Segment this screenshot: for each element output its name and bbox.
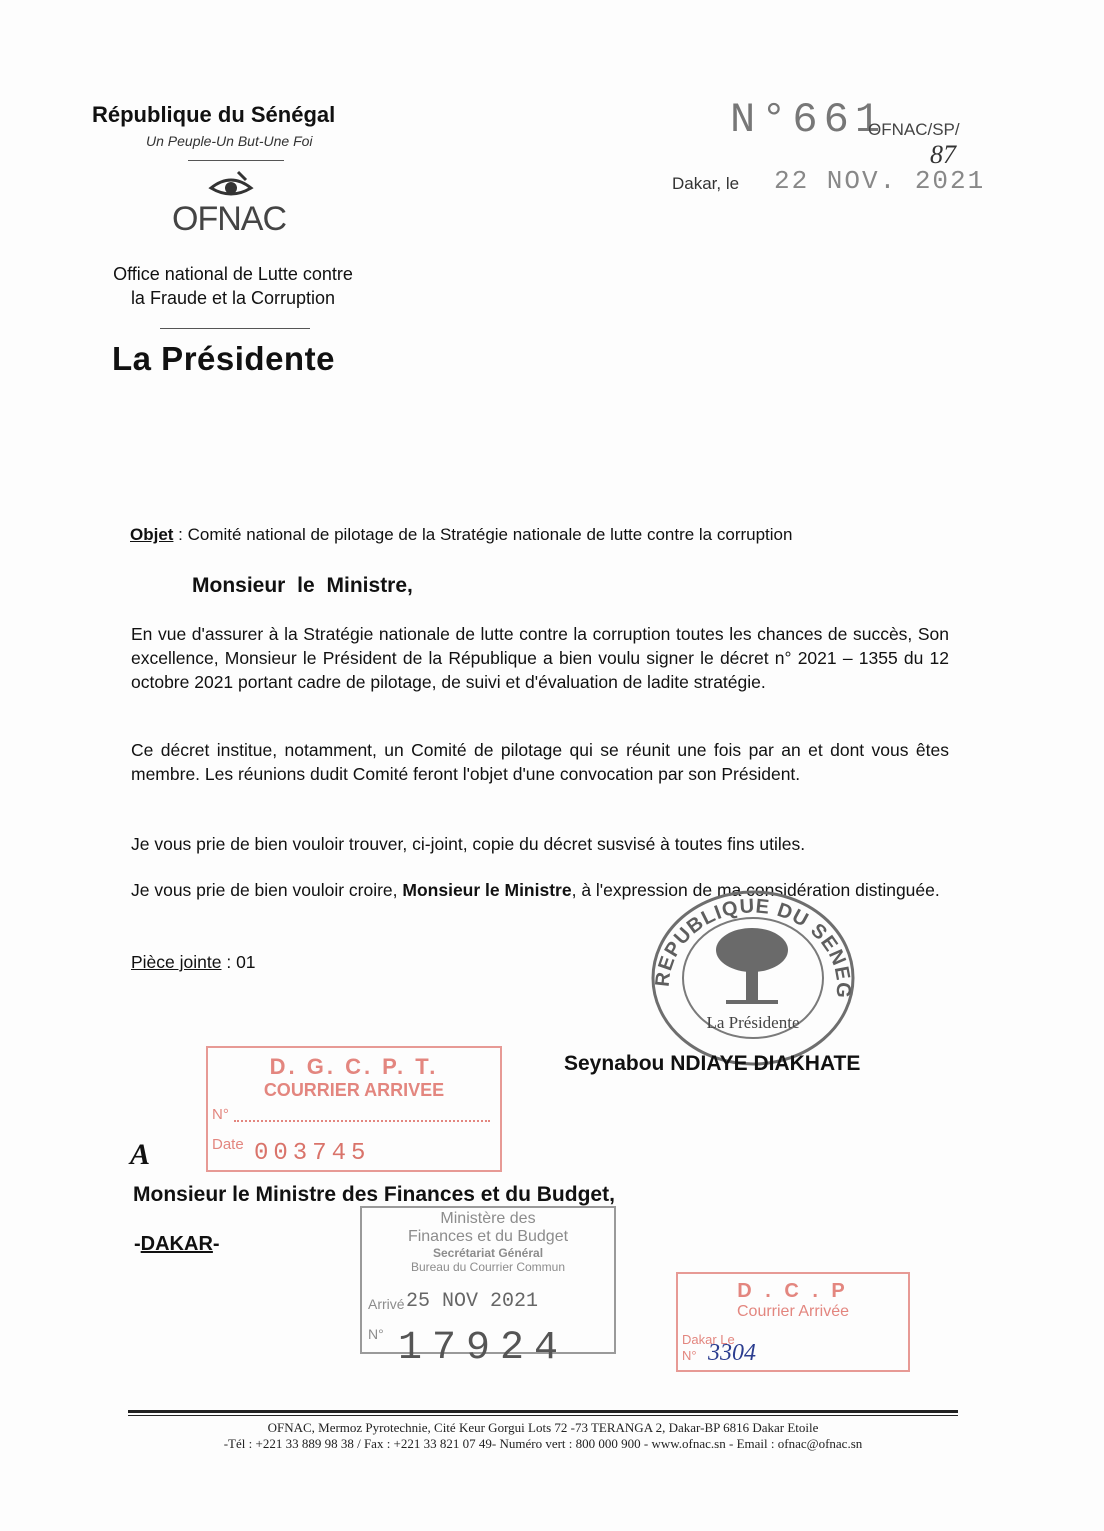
divider: [188, 160, 284, 161]
dcp-number: 3304: [708, 1340, 756, 1366]
office-line-1: Office national de Lutte contre: [113, 264, 353, 284]
email-link[interactable]: ofnac@ofnac.sn: [777, 1436, 863, 1451]
dcp-subtitle: Courrier Arrivée: [736, 1303, 850, 1320]
paragraph-1: En vue d'assurer à la Stratégie nationale de lutte contre la corruption toutes les chances de succès, Son excellence, Monsieur le Président de la République a bien voulu signer le décret n° 2021 – 1355 du 12 octobre 2021 portant cadre de pilotage, de suivi et d'évaluation de ladite stratégie.: [131, 624, 949, 692]
signer-name: Seynabou NDIAYE DIAKHATE: [564, 1052, 861, 1075]
divider: [160, 328, 310, 329]
dgcpt-date-label: Date: [212, 1136, 244, 1153]
mfb-arrive-label: Arrivé: [368, 1296, 405, 1312]
office-line-2: la Fraude et la Corruption: [130, 288, 336, 308]
dgcpt-title: D. G. C. P. T.: [269, 1054, 439, 1079]
closing-end: , à l'expression de ma considération distinguée.: [571, 880, 940, 900]
date-stamp: 22 NOV. 2021: [774, 166, 986, 196]
office-name: [88, 262, 378, 310]
dgcpt-stamp: [206, 1046, 502, 1172]
dcp-no-label: N°: [682, 1348, 697, 1363]
handwritten-ref: 87: [930, 140, 956, 169]
closing-start: Je vous prie de bien vouloir croire,: [131, 880, 403, 900]
reference-number: N°661: [730, 96, 887, 144]
dgcpt-no-label: N°: [212, 1106, 229, 1123]
dgcpt-subtitle: COURRIER ARRIVEE: [263, 1080, 445, 1100]
republic-name: République du Sénégal: [92, 102, 336, 127]
footer-email-label: - Email :: [725, 1436, 778, 1451]
city-name: DAKAR: [140, 1233, 213, 1255]
addressee-city: -DAKAR-: [134, 1233, 220, 1255]
subject-label: Objet: [130, 525, 174, 544]
ofnac-logo: OFNAC: [172, 200, 286, 238]
dcp-stamp: [676, 1272, 910, 1372]
paragraph-3: Je vous prie de bien vouloir trouver, ci-joint, copie du décret susvisé à toutes fins utiles.: [131, 834, 806, 854]
reference-suffix: OFNAC/SP/: [868, 120, 960, 139]
attachment-value: : 01: [221, 952, 256, 972]
footer-rule: [128, 1410, 958, 1413]
dotted-line: [234, 1120, 490, 1122]
footer-tel: -Tél : +221 33 889 98 38: [223, 1436, 354, 1451]
attachment-line: [131, 952, 256, 973]
dcp-dakar-label: Dakar Le: [682, 1332, 735, 1347]
addressee: Monsieur le Ministre des Finances et du Budget,: [133, 1183, 615, 1206]
official-seal: [648, 888, 858, 1073]
paragraph-2: Ce décret institue, notamment, un Comité de pilotage qui se réunit une fois par an et dont vous êtes membre. Les réunions dudit Comité feront l'objet d'une convocation par son Président.: [131, 740, 949, 784]
city-date-label: Dakar, le: [672, 174, 740, 193]
seal-ring-text: REPUBLIQUE DU SENEG: [651, 895, 855, 1000]
seal-center-text: La Présidente: [706, 1013, 800, 1032]
mfb-line2: Finances et du Budget: [407, 1228, 569, 1245]
dgcpt-number: 003745: [254, 1140, 371, 1167]
footer-numero-vert: - Numéro vert : 800 000 900 -: [491, 1436, 652, 1451]
mfb-line1: Ministère des: [440, 1210, 536, 1227]
footer-fax: / Fax : +221 33 821 07 49: [353, 1436, 492, 1451]
addressee-mark: A: [130, 1138, 151, 1171]
attachment-label: Pièce jointe: [131, 952, 222, 972]
dcp-title: D . C . P: [737, 1280, 849, 1302]
footer: [128, 1420, 958, 1452]
mfb-line4: Bureau du Courrier Commun: [410, 1260, 566, 1274]
mfb-no-label: N°: [368, 1326, 384, 1342]
salutation: Monsieur le Ministre,: [192, 574, 413, 597]
mfb-number: 17924: [398, 1326, 569, 1371]
footer-address: OFNAC, Mermoz Pyrotechnie, Cité Keur Gorgui Lots 72 -73 TERANGA 2, Dakar-BP 6816 Dakar Etoile: [267, 1420, 819, 1435]
website-link[interactable]: www.ofnac.sn: [651, 1436, 726, 1451]
footer-contacts: [128, 1436, 958, 1452]
closing-bold: Monsieur le Ministre: [402, 880, 572, 900]
mfb-line3: Secrétariat Général: [432, 1246, 544, 1260]
national-motto: Un Peuple-Un But-Une Foi: [146, 133, 313, 149]
footer-rule-thin: [128, 1415, 958, 1416]
subject-line: [130, 525, 792, 545]
mfb-date: 25 NOV 2021: [406, 1290, 539, 1313]
subject-text: : Comité national de pilotage de la Stratégie nationale de lutte contre la corruption: [173, 525, 793, 544]
page-title: La Présidente: [112, 340, 335, 377]
